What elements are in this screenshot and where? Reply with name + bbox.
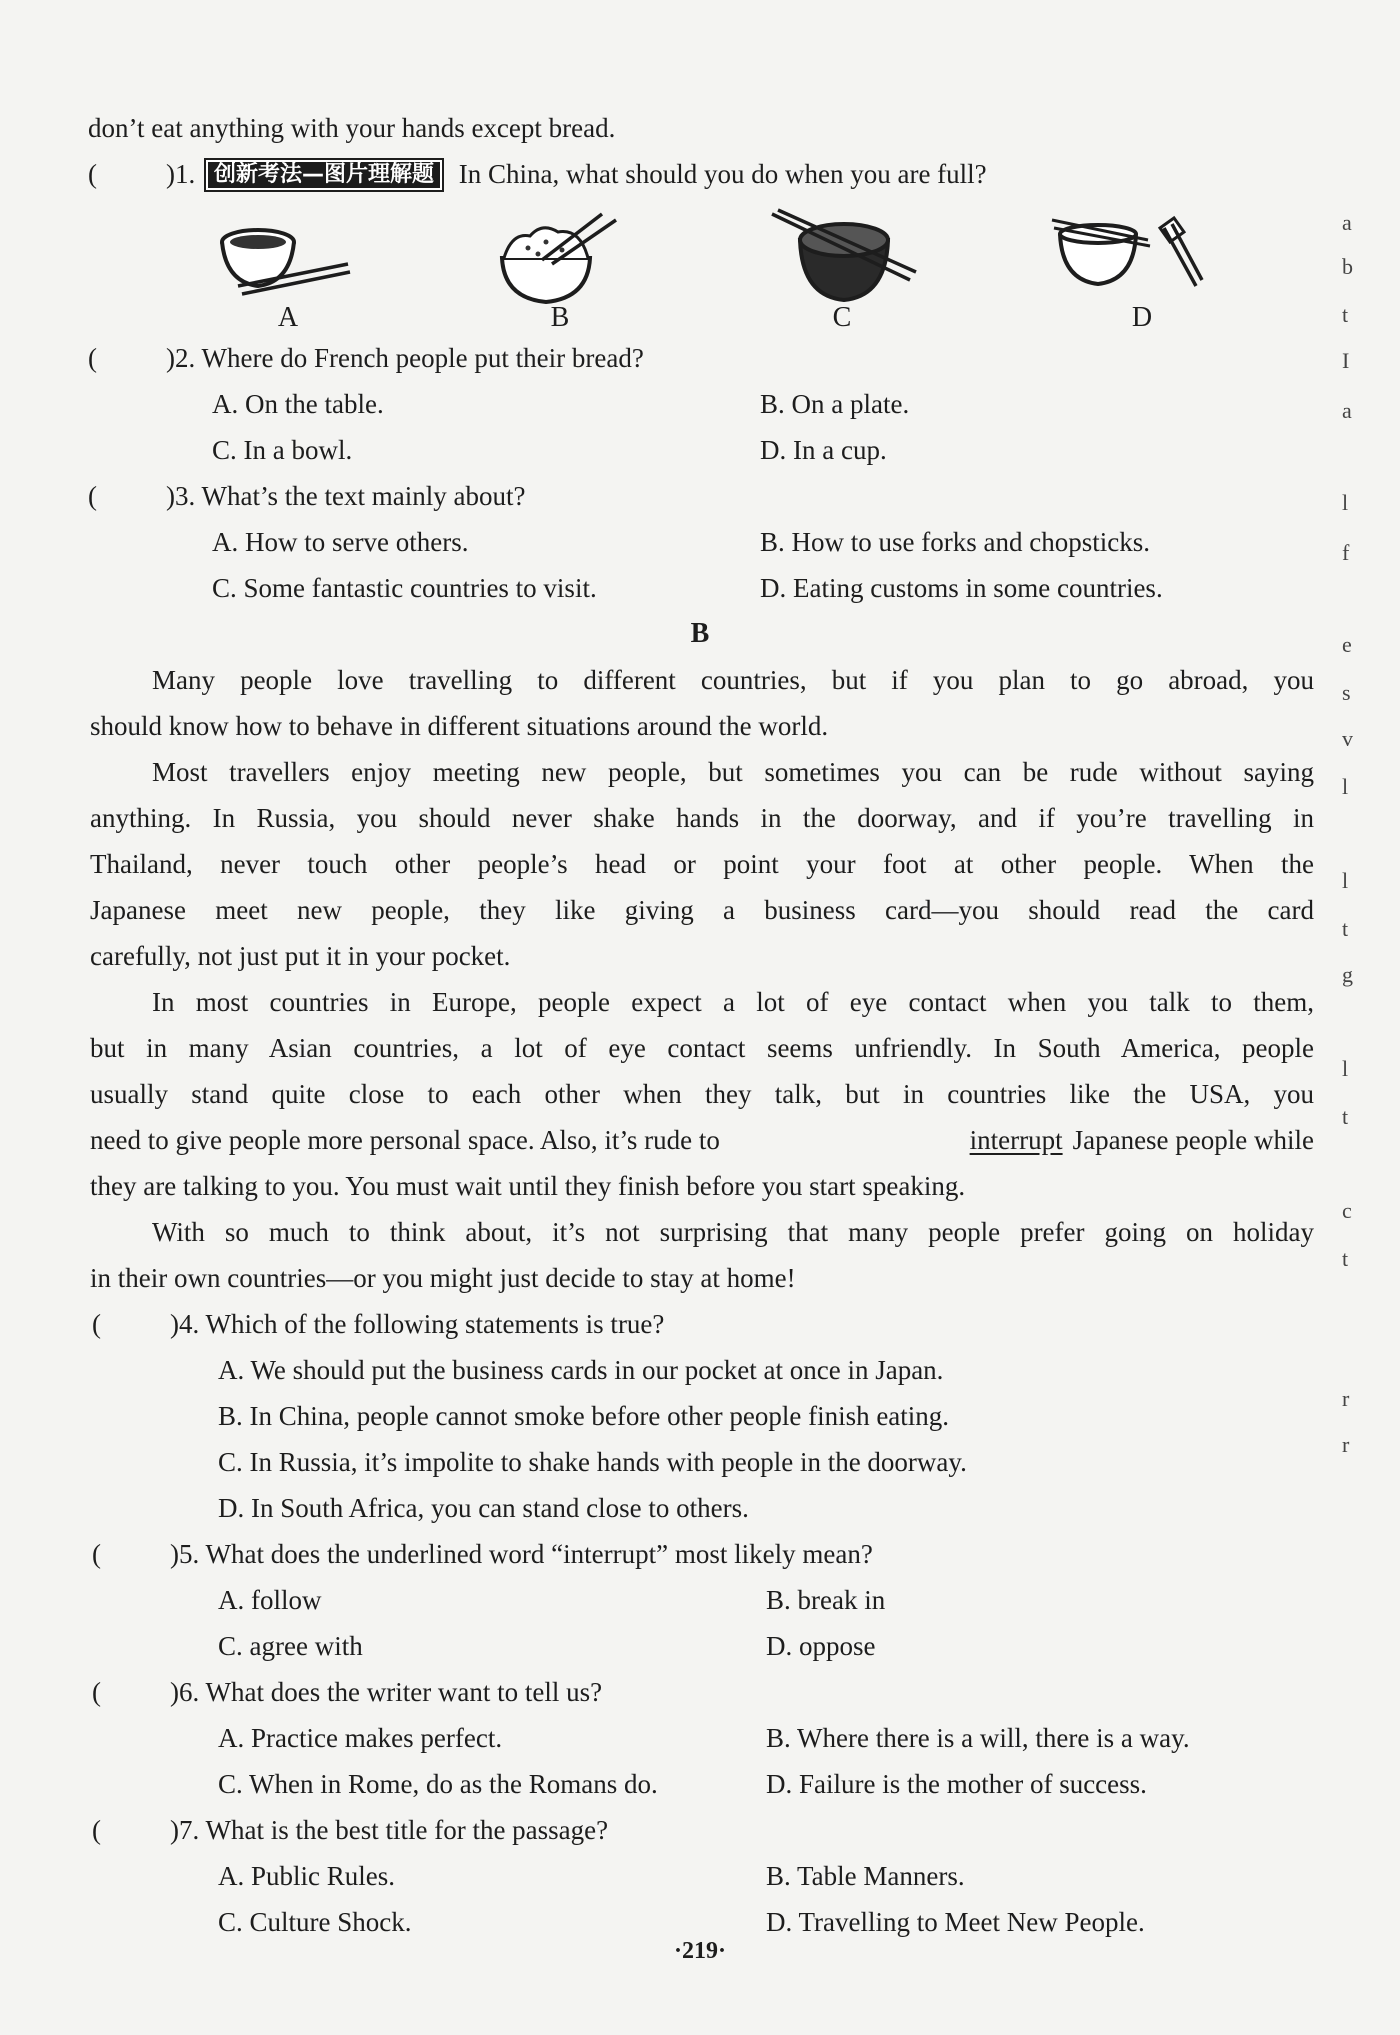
edge-letter: r bbox=[1342, 1386, 1350, 1411]
bowl-chopsticks-on-rest-icon[interactable] bbox=[1048, 210, 1198, 310]
question-number: )1. bbox=[166, 159, 196, 189]
passage-line: usually stand quite close to each other when they talk, but in countries like the USA, you bbox=[90, 1079, 1314, 1109]
question-3 bbox=[166, 478, 525, 514]
answer-blank-q7[interactable]: ( bbox=[92, 1815, 101, 1845]
option-4b[interactable]: B. In China, people cannot smoke before other people finish eating. bbox=[218, 1401, 950, 1431]
question-type-badge: 创新考法—图片理解题 bbox=[204, 158, 444, 192]
option-4c[interactable]: C. In Russia, it’s impolite to shake hands with people in the doorway. bbox=[218, 1447, 967, 1477]
picture-label-d: D bbox=[1131, 302, 1153, 333]
passage-text: Japanese people while bbox=[1072, 1125, 1314, 1155]
answer-blank-q2[interactable]: ( bbox=[88, 343, 97, 373]
underlined-word: interrupt bbox=[969, 1125, 1063, 1155]
question-text: Where do French people put their bread? bbox=[201, 343, 644, 373]
edge-letter: v bbox=[1342, 726, 1353, 751]
passage-line: Thailand, never touch other people’s head or point your foot at other people. When the bbox=[90, 849, 1314, 879]
question-text: What does the writer want to tell us? bbox=[205, 1677, 603, 1707]
edge-letter: l bbox=[1342, 774, 1349, 799]
bowl-chopsticks-across-icon[interactable] bbox=[770, 210, 920, 310]
question-4 bbox=[170, 1306, 664, 1342]
question-text: Which of the following statements is true? bbox=[205, 1309, 665, 1339]
answer-blank-q3[interactable]: ( bbox=[88, 481, 97, 511]
option-5d[interactable]: D. oppose bbox=[766, 1631, 876, 1661]
edge-letter: b bbox=[1342, 254, 1353, 279]
question-text: In China, what should you do when you are full? bbox=[458, 159, 987, 189]
passage-line: Many people love travelling to different countries, but if you plan to go abroad, you bbox=[152, 665, 1314, 695]
option-6c[interactable]: C. When in Rome, do as the Romans do. bbox=[218, 1769, 658, 1799]
option-3a[interactable]: A. How to serve others. bbox=[212, 527, 469, 557]
question-5 bbox=[170, 1536, 873, 1572]
option-5a[interactable]: A. follow bbox=[218, 1585, 322, 1615]
page-number: ·219· bbox=[673, 1938, 726, 1964]
edge-letter: e bbox=[1342, 632, 1352, 657]
edge-letter: f bbox=[1342, 540, 1350, 565]
question-number: )5. bbox=[170, 1539, 200, 1569]
passage-line: carefully, not just put it in your pocket. bbox=[90, 941, 511, 971]
edge-letter: a bbox=[1342, 398, 1352, 423]
option-7a[interactable]: A. Public Rules. bbox=[218, 1861, 396, 1891]
question-6 bbox=[170, 1674, 602, 1710]
edge-letter: c bbox=[1342, 1198, 1352, 1223]
option-2c[interactable]: C. In a bowl. bbox=[212, 435, 353, 465]
bowl-chopsticks-beside-icon[interactable] bbox=[208, 210, 358, 310]
question-number: )4. bbox=[170, 1309, 200, 1339]
option-6a[interactable]: A. Practice makes perfect. bbox=[218, 1723, 503, 1753]
option-2a[interactable]: A. On the table. bbox=[212, 389, 384, 419]
question-number: )3. bbox=[166, 481, 196, 511]
answer-blank-q6[interactable]: ( bbox=[92, 1677, 101, 1707]
edge-letter: a bbox=[1342, 210, 1352, 235]
question-number: )7. bbox=[170, 1815, 200, 1845]
section-heading: B bbox=[690, 618, 710, 649]
option-2d[interactable]: D. In a cup. bbox=[760, 435, 887, 465]
passage-line bbox=[90, 1122, 1314, 1158]
edge-letter: l bbox=[1342, 490, 1349, 515]
question-7 bbox=[170, 1812, 608, 1848]
passage-line: they are talking to you. You must wait until they finish before you start speaking. bbox=[90, 1171, 966, 1201]
option-4d[interactable]: D. In South Africa, you can stand close to others. bbox=[218, 1493, 749, 1523]
option-3d[interactable]: D. Eating customs in some countries. bbox=[760, 573, 1163, 603]
passage-line: Japanese meet new people, they like giving a business card—you should read the card bbox=[90, 895, 1314, 925]
option-6b[interactable]: B. Where there is a will, there is a way. bbox=[766, 1723, 1190, 1753]
option-5b[interactable]: B. break in bbox=[766, 1585, 886, 1615]
option-4a[interactable]: A. We should put the business cards in our pocket at once in Japan. bbox=[218, 1355, 944, 1385]
passage-line: but in many Asian countries, a lot of eye contact seems unfriendly. In South America, people bbox=[90, 1033, 1314, 1063]
edge-letter: l bbox=[1342, 868, 1349, 893]
edge-letter: s bbox=[1342, 680, 1351, 705]
passage-line: In most countries in Europe, people expect a lot of eye contact when you talk to them, bbox=[152, 987, 1314, 1017]
edge-letter: I bbox=[1342, 348, 1350, 373]
answer-blank-q5[interactable]: ( bbox=[92, 1539, 101, 1569]
rice-bowl-chopsticks-upright-icon[interactable] bbox=[490, 210, 640, 310]
option-5c[interactable]: C. agree with bbox=[218, 1631, 363, 1661]
question-number: )2. bbox=[166, 343, 196, 373]
edge-letter: t bbox=[1342, 1104, 1349, 1129]
edge-letter: t bbox=[1342, 1246, 1349, 1271]
edge-letter: r bbox=[1342, 1432, 1350, 1457]
edge-letter: t bbox=[1342, 302, 1349, 327]
option-7c[interactable]: C. Culture Shock. bbox=[218, 1907, 412, 1937]
passage-line: should know how to behave in different situations around the world. bbox=[90, 711, 829, 741]
edge-letter: l bbox=[1342, 1056, 1349, 1081]
answer-blank-q4[interactable]: ( bbox=[92, 1309, 101, 1339]
intro-line: don’t eat anything with your hands except bread. bbox=[88, 113, 616, 143]
question-2 bbox=[166, 340, 644, 376]
option-7d[interactable]: D. Travelling to Meet New People. bbox=[766, 1907, 1145, 1937]
option-2b[interactable]: B. On a plate. bbox=[760, 389, 910, 419]
question-1 bbox=[166, 156, 987, 192]
option-3c[interactable]: C. Some fantastic countries to visit. bbox=[212, 573, 597, 603]
question-text: What does the underlined word “interrupt” most likely mean? bbox=[205, 1539, 873, 1569]
question-number: )6. bbox=[170, 1677, 200, 1707]
passage-line: anything. In Russia, you should never shake hands in the doorway, and if you’re travelling in bbox=[90, 803, 1314, 833]
picture-label-a: A bbox=[277, 302, 299, 333]
option-7b[interactable]: B. Table Manners. bbox=[766, 1861, 965, 1891]
picture-label-b: B bbox=[550, 302, 570, 333]
question-text: What is the best title for the passage? bbox=[205, 1815, 609, 1845]
edge-letter: g bbox=[1342, 962, 1353, 987]
question-text: What’s the text mainly about? bbox=[201, 481, 526, 511]
picture-label-c: C bbox=[832, 302, 852, 333]
passage-line: Most travellers enjoy meeting new people, but sometimes you can be rude without saying bbox=[152, 757, 1314, 787]
passage-line: With so much to think about, it’s not surprising that many people prefer going on holiday bbox=[152, 1217, 1314, 1247]
edge-letter: t bbox=[1342, 916, 1349, 941]
passage-line: in their own countries—or you might just decide to stay at home! bbox=[90, 1263, 796, 1293]
option-6d[interactable]: D. Failure is the mother of success. bbox=[766, 1769, 1147, 1799]
answer-blank-q1[interactable]: ( bbox=[88, 159, 97, 189]
passage-text: need to give people more personal space. Also, it’s rude to bbox=[90, 1125, 720, 1155]
option-3b[interactable]: B. How to use forks and chopsticks. bbox=[760, 527, 1150, 557]
